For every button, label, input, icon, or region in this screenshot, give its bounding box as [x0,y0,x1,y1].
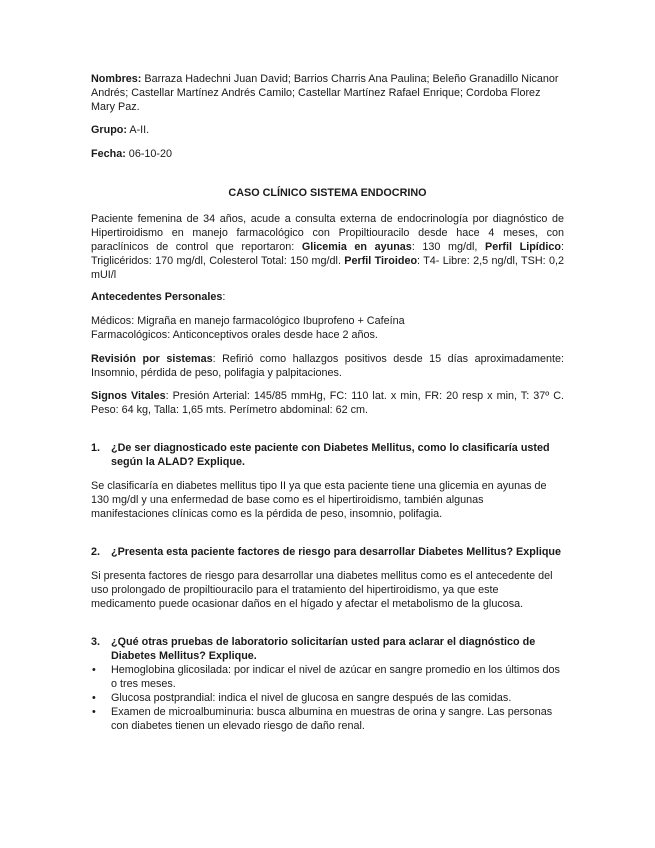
question-3-number: 3. [91,636,101,648]
question-2-number: 2. [91,546,101,558]
farmacologicos-line: Farmacológicos: Anticonceptivos orales desde hace 2 años. [91,329,378,341]
list-item [91,663,564,691]
question-1-number: 1. [91,442,101,454]
date-value: 06-10-20 [125,148,173,160]
list-item-text: Glucosa postprandial: indica el nivel de glucosa en sangre después de las comidas. [111,692,512,704]
group-value: A-II. [126,124,150,136]
antecedentes-label: Antecedentes Personales [91,291,223,303]
date-line [91,147,564,161]
glucemia-label: Glicemia en ayunas [301,241,412,253]
antecedentes-heading [91,290,564,304]
signos-text: : Presión Arterial: 145/85 mmHg, FC: 110 lat. x min, FR: 20 resp x min, T: 37º C. Peso: 64 kg, Talla: 1,65 mts. Perímetro abdominal: 62 cm. [91,390,564,416]
question-3-text: ¿Qué otras pruebas de laboratorio solicitarían usted para aclarar el diagnóstico de Diabetes Mellitus? Explique. [111,636,536,662]
list-item [91,691,564,705]
group-label: Grupo: [91,124,127,136]
document-title: CASO CLÍNICO SISTEMA ENDOCRINO [228,187,427,199]
answer-2: Si presenta factores de riesgo para desarrollar una diabetes mellitus como es el antecedente del uso prolongado de propiltiouracilo para el tratamiento del hipertiroidismo, ya que este medicamento puede ocasionar daños en el hígado y afectar el metabolismo de la glucosa. [91,570,553,610]
thyroid-label: Perfil Tiroideo [344,255,418,267]
case-paragraph [91,212,564,282]
list-item-text: Examen de microalbuminuria: busca albumina en muestras de orina y sangre. Las personas con diabetes tienen un elevado riesgo de daño renal. [111,706,553,732]
signos-paragraph [91,389,564,417]
lipid-label: Perfil Lipídico [485,241,561,253]
revision-paragraph [91,352,564,380]
thyroid-value: : T4- Libre: 2,5 ng/dl, TSH: 0,2 mUI/l [91,255,564,281]
case-intro: Paciente femenina de 34 años, acude a consulta externa de endocrinología por diagnóstico de Hipertiroidismo en manejo farmacológico con Propiltiouracilo desde hace 4 meses, con paraclínicos de control que reportaron: [91,213,564,253]
bullet-icon: • [92,706,96,718]
document-page [91,72,564,733]
names-value: Barraza Hadechni Juan David; Barrios Charris Ana Paulina; Beleño Granadillo Nicanor Andrés; Castellar Martínez Andrés Camilo; Castellar Martínez Rafael Enrique; Cordoba Florez Mary Paz. [91,73,559,113]
answer-3-list [91,663,564,733]
revision-text: : Refirió como hallazgos positivos desde 15 días aproximadamente: Insomnio, pérdida de peso, polifagia y palpitaciones. [91,353,564,379]
glucemia-value: : 130 mg/dl, [411,241,486,253]
group-line [91,123,564,137]
antecedentes-colon: : [222,291,226,303]
answer-1: Se clasificaría en diabetes mellitus tipo II ya que esta paciente tiene una glicemia en ayunas de 130 mg/dl y una enfermedad de base como es el hipertiroidismo, también algunas manifestaciones clínicas como es la pérdida de peso, insomnio, polifagia. [91,480,547,520]
question-1 [91,441,564,469]
list-item [91,705,564,733]
date-label: Fecha: [91,148,126,160]
question-2 [91,545,564,559]
question-1-text: ¿De ser diagnosticado este paciente con Diabetes Mellitus, como lo clasificaría usted según la ALAD? Explique. [111,442,550,468]
question-3 [91,635,564,663]
bullet-icon: • [92,692,96,704]
medicos-line: Médicos: Migraña en manejo farmacológico Ibuprofeno + Cafeína [91,315,405,327]
names-line [91,72,564,114]
list-item-text: Hemoglobina glicosilada: por indicar el nivel de azúcar en sangre promedio en los últimos dos o tres meses. [111,664,560,690]
question-2-text: ¿Presenta esta paciente factores de riesgo para desarrollar Diabetes Mellitus? Explique [111,546,562,558]
lipid-value: : Triglicéridos: 170 mg/dl, Colesterol Total: 150 mg/dl. [91,241,564,267]
revision-label: Revisión por sistemas [91,353,213,365]
names-label: Nombres: [91,73,142,85]
signos-label: Signos Vitales [91,390,166,402]
bullet-icon: • [92,664,96,676]
